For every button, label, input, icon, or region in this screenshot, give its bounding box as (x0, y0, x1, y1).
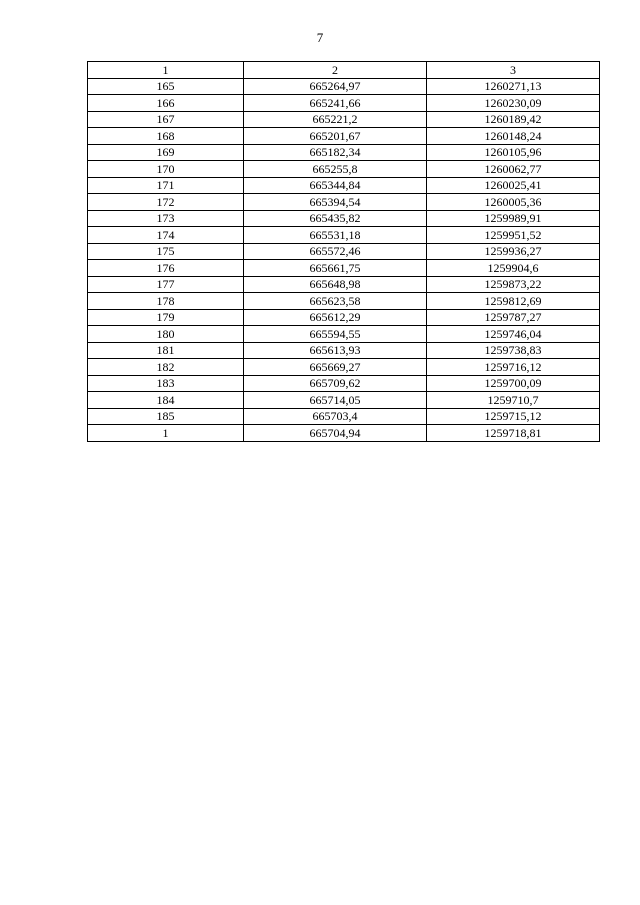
cell-point-number: 180 (88, 326, 244, 343)
table-row (88, 78, 600, 95)
cell-point-number: 171 (88, 177, 244, 194)
cell-x-coordinate: 665709,62 (244, 375, 427, 392)
cell-y-coordinate: 1259718,81 (427, 425, 600, 442)
table-row (88, 128, 600, 145)
cell-x-coordinate: 665264,97 (244, 78, 427, 95)
cell-y-coordinate: 1260271,13 (427, 78, 600, 95)
cell-point-number: 179 (88, 309, 244, 326)
cell-point-number: 182 (88, 359, 244, 376)
cell-x-coordinate: 665435,82 (244, 210, 427, 227)
table-row (88, 425, 600, 442)
table-row (88, 161, 600, 178)
table-row (88, 342, 600, 359)
cell-point-number: 166 (88, 95, 244, 112)
cell-point-number: 168 (88, 128, 244, 145)
cell-x-coordinate: 665613,93 (244, 342, 427, 359)
cell-y-coordinate: 1260105,96 (427, 144, 600, 161)
cell-point-number: 174 (88, 227, 244, 244)
cell-y-coordinate: 1260189,42 (427, 111, 600, 128)
table-row (88, 408, 600, 425)
cell-x-coordinate: 665648,98 (244, 276, 427, 293)
cell-y-coordinate: 1259738,83 (427, 342, 600, 359)
cell-point-number: 169 (88, 144, 244, 161)
table-row (88, 260, 600, 277)
cell-point-number: 181 (88, 342, 244, 359)
table-header (88, 62, 600, 79)
cell-x-coordinate: 665344,84 (244, 177, 427, 194)
cell-point-number: 184 (88, 392, 244, 409)
table-row (88, 210, 600, 227)
cell-y-coordinate: 1259873,22 (427, 276, 600, 293)
cell-point-number: 165 (88, 78, 244, 95)
cell-x-coordinate: 665241,66 (244, 95, 427, 112)
cell-x-coordinate: 665201,67 (244, 128, 427, 145)
table-row (88, 95, 600, 112)
table-row (88, 227, 600, 244)
table-row (88, 177, 600, 194)
cell-x-coordinate: 665255,8 (244, 161, 427, 178)
cell-point-number: 170 (88, 161, 244, 178)
page-number: 7 (316, 30, 324, 45)
cell-y-coordinate: 1260025,41 (427, 177, 600, 194)
cell-point-number: 176 (88, 260, 244, 277)
table-row (88, 293, 600, 310)
cell-point-number: 173 (88, 210, 244, 227)
cell-y-coordinate: 1259746,04 (427, 326, 600, 343)
cell-x-coordinate: 665572,46 (244, 243, 427, 260)
table-row (88, 243, 600, 260)
table-row (88, 194, 600, 211)
cell-point-number: 177 (88, 276, 244, 293)
cell-y-coordinate: 1259716,12 (427, 359, 600, 376)
header-row (88, 62, 600, 79)
cell-x-coordinate: 665714,05 (244, 392, 427, 409)
cell-x-coordinate: 665221,2 (244, 111, 427, 128)
cell-x-coordinate: 665661,75 (244, 260, 427, 277)
column-header-y: 3 (427, 62, 600, 79)
table-body (88, 78, 600, 441)
cell-point-number: 178 (88, 293, 244, 310)
cell-y-coordinate: 1260148,24 (427, 128, 600, 145)
cell-point-number: 1 (88, 425, 244, 442)
cell-y-coordinate: 1260005,36 (427, 194, 600, 211)
cell-point-number: 175 (88, 243, 244, 260)
cell-x-coordinate: 665623,58 (244, 293, 427, 310)
table-row (88, 111, 600, 128)
cell-y-coordinate: 1259700,09 (427, 375, 600, 392)
cell-y-coordinate: 1259989,91 (427, 210, 600, 227)
cell-y-coordinate: 1259812,69 (427, 293, 600, 310)
cell-x-coordinate: 665531,18 (244, 227, 427, 244)
cell-y-coordinate: 1259904,6 (427, 260, 600, 277)
cell-y-coordinate: 1259710,7 (427, 392, 600, 409)
cell-point-number: 167 (88, 111, 244, 128)
table-row (88, 276, 600, 293)
cell-point-number: 172 (88, 194, 244, 211)
table-row (88, 359, 600, 376)
coordinates-table (87, 61, 600, 442)
table-row (88, 392, 600, 409)
cell-x-coordinate: 665612,29 (244, 309, 427, 326)
table-row (88, 309, 600, 326)
cell-y-coordinate: 1260062,77 (427, 161, 600, 178)
column-header-point: 1 (88, 62, 244, 79)
cell-y-coordinate: 1259787,27 (427, 309, 600, 326)
cell-y-coordinate: 1259951,52 (427, 227, 600, 244)
cell-point-number: 183 (88, 375, 244, 392)
cell-y-coordinate: 1259715,12 (427, 408, 600, 425)
cell-x-coordinate: 665669,27 (244, 359, 427, 376)
table-row (88, 326, 600, 343)
cell-y-coordinate: 1259936,27 (427, 243, 600, 260)
cell-x-coordinate: 665182,34 (244, 144, 427, 161)
column-header-x: 2 (244, 62, 427, 79)
cell-x-coordinate: 665704,94 (244, 425, 427, 442)
cell-y-coordinate: 1260230,09 (427, 95, 600, 112)
cell-x-coordinate: 665594,55 (244, 326, 427, 343)
table-row (88, 144, 600, 161)
cell-point-number: 185 (88, 408, 244, 425)
cell-x-coordinate: 665394,54 (244, 194, 427, 211)
cell-x-coordinate: 665703,4 (244, 408, 427, 425)
table-row (88, 375, 600, 392)
